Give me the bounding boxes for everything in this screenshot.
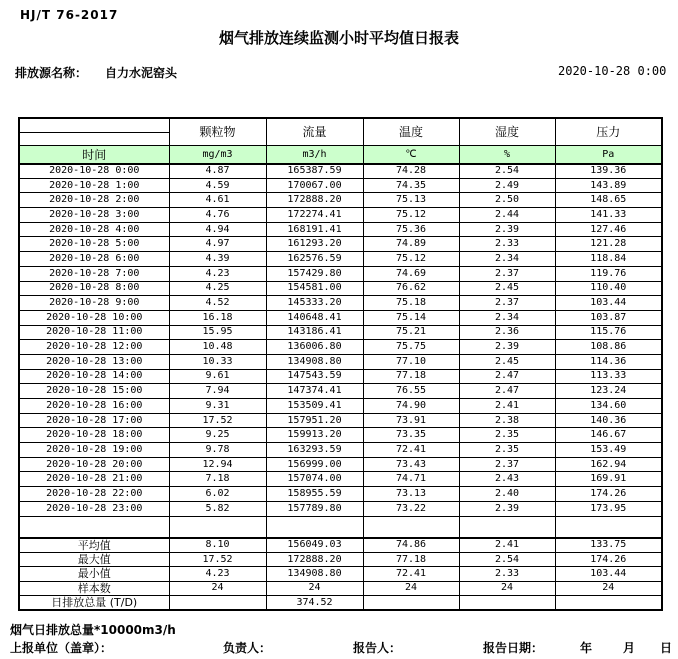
time-cell: 2020-10-28 22:00 xyxy=(19,487,169,502)
value-cell: 162.94 xyxy=(555,457,662,472)
value-cell: 113.33 xyxy=(555,369,662,384)
value-cell: 7.18 xyxy=(169,472,266,487)
value-cell: 4.39 xyxy=(169,252,266,267)
value-cell: 75.12 xyxy=(363,252,459,267)
value-cell: 17.52 xyxy=(169,552,266,566)
value-cell: 5.82 xyxy=(169,501,266,516)
value-cell: 2.54 xyxy=(459,164,555,179)
value-cell: 24 xyxy=(266,581,363,595)
time-cell: 2020-10-28 16:00 xyxy=(19,399,169,414)
value-cell: 73.35 xyxy=(363,428,459,443)
value-cell: 157074.00 xyxy=(266,472,363,487)
value-cell: 2.39 xyxy=(459,501,555,516)
hourly-row xyxy=(19,222,662,237)
summary-row xyxy=(19,538,662,552)
value-cell: 165387.59 xyxy=(266,164,363,179)
emission-source-label: 排放源名称： xyxy=(15,66,88,80)
value-cell: 75.75 xyxy=(363,340,459,355)
corner-cell-bottom xyxy=(19,132,169,145)
report-unit-label: 上报单位（盖章）： xyxy=(10,641,113,655)
hourly-row xyxy=(19,472,662,487)
value-cell: 2.34 xyxy=(459,252,555,267)
value-cell xyxy=(169,596,266,610)
value-cell: 121.28 xyxy=(555,237,662,252)
value-cell: 4.87 xyxy=(169,164,266,179)
value-cell: 103.44 xyxy=(555,296,662,311)
value-cell xyxy=(459,596,555,610)
col-header-particulate: 颗粒物 xyxy=(169,118,266,145)
time-cell: 2020-10-28 2:00 xyxy=(19,193,169,208)
value-cell: 24 xyxy=(169,581,266,595)
value-cell: 123.24 xyxy=(555,384,662,399)
value-cell: 15.95 xyxy=(169,325,266,340)
value-cell: 108.86 xyxy=(555,340,662,355)
value-cell: 2.37 xyxy=(459,457,555,472)
value-cell: 74.28 xyxy=(363,164,459,179)
summary-label-cell: 平均值 xyxy=(19,538,169,552)
value-cell: 2.54 xyxy=(459,552,555,566)
value-cell: 133.75 xyxy=(555,538,662,552)
value-cell: 75.12 xyxy=(363,208,459,223)
hourly-row xyxy=(19,281,662,296)
value-cell: 16.18 xyxy=(169,310,266,325)
emission-source-name: 自力水泥窑头 xyxy=(105,66,178,80)
hourly-row xyxy=(19,296,662,311)
value-cell: 73.22 xyxy=(363,501,459,516)
value-cell: 2.44 xyxy=(459,208,555,223)
value-cell: 75.13 xyxy=(363,193,459,208)
value-cell: 110.40 xyxy=(555,281,662,296)
value-cell: 9.61 xyxy=(169,369,266,384)
summary-row xyxy=(19,596,662,610)
summary-row xyxy=(19,581,662,595)
time-cell: 2020-10-28 5:00 xyxy=(19,237,169,252)
value-cell: 2.35 xyxy=(459,443,555,458)
value-cell: 75.18 xyxy=(363,296,459,311)
time-cell: 2020-10-28 9:00 xyxy=(19,296,169,311)
value-cell: 143186.41 xyxy=(266,325,363,340)
monitoring-table xyxy=(18,117,663,611)
value-cell: 77.18 xyxy=(363,552,459,566)
time-cell: 2020-10-28 6:00 xyxy=(19,252,169,267)
value-cell: 374.52 xyxy=(266,596,363,610)
hourly-row xyxy=(19,237,662,252)
summary-row xyxy=(19,567,662,581)
value-cell: 4.76 xyxy=(169,208,266,223)
value-cell: 139.36 xyxy=(555,164,662,179)
value-cell: 145333.20 xyxy=(266,296,363,311)
value-cell: 140648.41 xyxy=(266,310,363,325)
signature-line xyxy=(0,639,678,657)
time-cell: 2020-10-28 0:00 xyxy=(19,164,169,179)
value-cell: 4.52 xyxy=(169,296,266,311)
unit-pressure: Pa xyxy=(555,145,662,164)
time-cell: 2020-10-28 1:00 xyxy=(19,178,169,193)
value-cell: 154581.00 xyxy=(266,281,363,296)
value-cell: 156049.03 xyxy=(266,538,363,552)
value-cell: 72.41 xyxy=(363,567,459,581)
footer-note: 烟气日排放总量*10000m3/h xyxy=(10,623,176,637)
standard-number: HJ/T 76-2017 xyxy=(20,8,119,22)
value-cell: 119.76 xyxy=(555,266,662,281)
value-cell: 75.36 xyxy=(363,222,459,237)
time-cell: 2020-10-28 17:00 xyxy=(19,413,169,428)
value-cell: 4.97 xyxy=(169,237,266,252)
time-cell: 2020-10-28 23:00 xyxy=(19,501,169,516)
value-cell: 6.02 xyxy=(169,487,266,502)
time-cell: 2020-10-28 19:00 xyxy=(19,443,169,458)
hourly-row xyxy=(19,208,662,223)
summary-label-cell: 最小值 xyxy=(19,567,169,581)
value-cell: 134.60 xyxy=(555,399,662,414)
value-cell: 148.65 xyxy=(555,193,662,208)
responsible-person-label: 负责人： xyxy=(223,641,272,655)
value-cell: 146.67 xyxy=(555,428,662,443)
value-cell: 75.14 xyxy=(363,310,459,325)
value-cell: 172274.41 xyxy=(266,208,363,223)
hourly-data-section xyxy=(19,164,662,517)
parameter-header-row xyxy=(19,118,662,132)
hourly-row xyxy=(19,384,662,399)
summary-row xyxy=(19,552,662,566)
value-cell: 2.39 xyxy=(459,222,555,237)
time-cell: 2020-10-28 15:00 xyxy=(19,384,169,399)
value-cell: 103.87 xyxy=(555,310,662,325)
reporter-label: 报告人： xyxy=(353,641,402,655)
value-cell: 2.34 xyxy=(459,310,555,325)
value-cell: 74.35 xyxy=(363,178,459,193)
value-cell: 161293.20 xyxy=(266,237,363,252)
summary-label-cell: 样本数 xyxy=(19,581,169,595)
hourly-row xyxy=(19,487,662,502)
value-cell: 4.23 xyxy=(169,266,266,281)
unit-header-row xyxy=(19,145,662,164)
time-cell: 2020-10-28 3:00 xyxy=(19,208,169,223)
time-cell: 2020-10-28 18:00 xyxy=(19,428,169,443)
hourly-row xyxy=(19,457,662,472)
value-cell: 17.52 xyxy=(169,413,266,428)
corner-cell-top xyxy=(19,118,169,132)
summary-section xyxy=(19,516,662,610)
value-cell: 9.78 xyxy=(169,443,266,458)
value-cell: 147374.41 xyxy=(266,384,363,399)
value-cell: 134908.80 xyxy=(266,354,363,369)
value-cell: 115.76 xyxy=(555,325,662,340)
hourly-row xyxy=(19,193,662,208)
value-cell: 2.45 xyxy=(459,354,555,369)
value-cell: 174.26 xyxy=(555,552,662,566)
hourly-row xyxy=(19,369,662,384)
col-header-temperature: 温度 xyxy=(363,118,459,145)
hourly-row xyxy=(19,443,662,458)
value-cell: 143.89 xyxy=(555,178,662,193)
value-cell: 4.25 xyxy=(169,281,266,296)
value-cell: 162576.59 xyxy=(266,252,363,267)
hourly-row xyxy=(19,340,662,355)
value-cell: 2.41 xyxy=(459,399,555,414)
value-cell: 157789.80 xyxy=(266,501,363,516)
value-cell: 2.47 xyxy=(459,369,555,384)
time-cell: 2020-10-28 13:00 xyxy=(19,354,169,369)
unit-flow: m3/h xyxy=(266,145,363,164)
value-cell: 24 xyxy=(459,581,555,595)
value-cell: 8.10 xyxy=(169,538,266,552)
value-cell: 73.43 xyxy=(363,457,459,472)
value-cell: 9.25 xyxy=(169,428,266,443)
value-cell xyxy=(363,596,459,610)
value-cell: 153.49 xyxy=(555,443,662,458)
value-cell: 77.18 xyxy=(363,369,459,384)
hourly-row xyxy=(19,178,662,193)
hourly-row xyxy=(19,164,662,179)
value-cell: 172888.20 xyxy=(266,193,363,208)
value-cell: 4.94 xyxy=(169,222,266,237)
time-cell: 2020-10-28 10:00 xyxy=(19,310,169,325)
time-cell: 2020-10-28 7:00 xyxy=(19,266,169,281)
value-cell: 2.39 xyxy=(459,340,555,355)
value-cell: 170067.00 xyxy=(266,178,363,193)
value-cell: 2.35 xyxy=(459,428,555,443)
value-cell: 74.71 xyxy=(363,472,459,487)
month-label: 月 xyxy=(623,641,636,655)
hourly-row xyxy=(19,501,662,516)
value-cell: 12.94 xyxy=(169,457,266,472)
value-cell: 2.36 xyxy=(459,325,555,340)
time-cell: 2020-10-28 11:00 xyxy=(19,325,169,340)
value-cell: 156999.00 xyxy=(266,457,363,472)
value-cell: 4.59 xyxy=(169,178,266,193)
value-cell: 173.95 xyxy=(555,501,662,516)
value-cell: 2.43 xyxy=(459,472,555,487)
value-cell: 75.21 xyxy=(363,325,459,340)
value-cell: 127.46 xyxy=(555,222,662,237)
value-cell: 72.41 xyxy=(363,443,459,458)
value-cell xyxy=(555,596,662,610)
value-cell: 2.37 xyxy=(459,266,555,281)
value-cell: 2.50 xyxy=(459,193,555,208)
hourly-row xyxy=(19,413,662,428)
value-cell: 73.13 xyxy=(363,487,459,502)
value-cell: 134908.80 xyxy=(266,567,363,581)
hourly-row xyxy=(19,325,662,340)
value-cell: 10.33 xyxy=(169,354,266,369)
value-cell: 118.84 xyxy=(555,252,662,267)
value-cell: 2.40 xyxy=(459,487,555,502)
value-cell: 77.10 xyxy=(363,354,459,369)
unit-temperature: ℃ xyxy=(363,145,459,164)
time-cell: 2020-10-28 4:00 xyxy=(19,222,169,237)
value-cell: 174.26 xyxy=(555,487,662,502)
value-cell: 7.94 xyxy=(169,384,266,399)
emission-source-line xyxy=(15,64,177,81)
value-cell: 140.36 xyxy=(555,413,662,428)
time-cell: 2020-10-28 20:00 xyxy=(19,457,169,472)
value-cell: 114.36 xyxy=(555,354,662,369)
value-cell: 4.23 xyxy=(169,567,266,581)
hourly-row xyxy=(19,252,662,267)
time-column-header: 时间 xyxy=(19,145,169,164)
day-label: 日 xyxy=(660,641,673,655)
value-cell: 159913.20 xyxy=(266,428,363,443)
spacer-row xyxy=(19,516,662,538)
value-cell: 74.69 xyxy=(363,266,459,281)
value-cell: 136006.80 xyxy=(266,340,363,355)
value-cell: 2.45 xyxy=(459,281,555,296)
unit-particulate: mg/m3 xyxy=(169,145,266,164)
value-cell: 9.31 xyxy=(169,399,266,414)
unit-humidity: % xyxy=(459,145,555,164)
value-cell: 169.91 xyxy=(555,472,662,487)
value-cell: 74.90 xyxy=(363,399,459,414)
value-cell: 2.41 xyxy=(459,538,555,552)
value-cell: 24 xyxy=(555,581,662,595)
hourly-row xyxy=(19,266,662,281)
hourly-row xyxy=(19,354,662,369)
value-cell: 4.61 xyxy=(169,193,266,208)
time-cell: 2020-10-28 8:00 xyxy=(19,281,169,296)
value-cell: 74.86 xyxy=(363,538,459,552)
hourly-row xyxy=(19,310,662,325)
year-label: 年 xyxy=(580,641,593,655)
value-cell: 74.89 xyxy=(363,237,459,252)
time-cell: 2020-10-28 12:00 xyxy=(19,340,169,355)
report-date-label: 报告日期： xyxy=(483,641,544,655)
col-header-pressure: 压力 xyxy=(555,118,662,145)
report-datetime: 2020-10-28 0:00 xyxy=(558,64,667,78)
value-cell: 157951.20 xyxy=(266,413,363,428)
table-header xyxy=(19,118,662,164)
value-cell: 2.38 xyxy=(459,413,555,428)
value-cell: 163293.59 xyxy=(266,443,363,458)
value-cell: 2.37 xyxy=(459,296,555,311)
value-cell: 10.48 xyxy=(169,340,266,355)
value-cell: 2.33 xyxy=(459,567,555,581)
value-cell: 76.55 xyxy=(363,384,459,399)
value-cell: 168191.41 xyxy=(266,222,363,237)
col-header-humidity: 湿度 xyxy=(459,118,555,145)
col-header-flow: 流量 xyxy=(266,118,363,145)
time-cell: 2020-10-28 14:00 xyxy=(19,369,169,384)
summary-label-cell: 最大值 xyxy=(19,552,169,566)
value-cell: 153509.41 xyxy=(266,399,363,414)
value-cell: 76.62 xyxy=(363,281,459,296)
value-cell: 73.91 xyxy=(363,413,459,428)
value-cell: 24 xyxy=(363,581,459,595)
hourly-row xyxy=(19,428,662,443)
summary-label-cell: 日排放总量 (T/D) xyxy=(19,596,169,610)
value-cell: 172888.20 xyxy=(266,552,363,566)
value-cell: 2.47 xyxy=(459,384,555,399)
value-cell: 141.33 xyxy=(555,208,662,223)
value-cell: 2.33 xyxy=(459,237,555,252)
time-cell: 2020-10-28 21:00 xyxy=(19,472,169,487)
value-cell: 2.49 xyxy=(459,178,555,193)
hourly-row xyxy=(19,399,662,414)
value-cell: 158955.59 xyxy=(266,487,363,502)
value-cell: 157429.80 xyxy=(266,266,363,281)
page-title: 烟气排放连续监测小时平均值日报表 xyxy=(218,29,459,47)
value-cell: 147543.59 xyxy=(266,369,363,384)
value-cell: 103.44 xyxy=(555,567,662,581)
